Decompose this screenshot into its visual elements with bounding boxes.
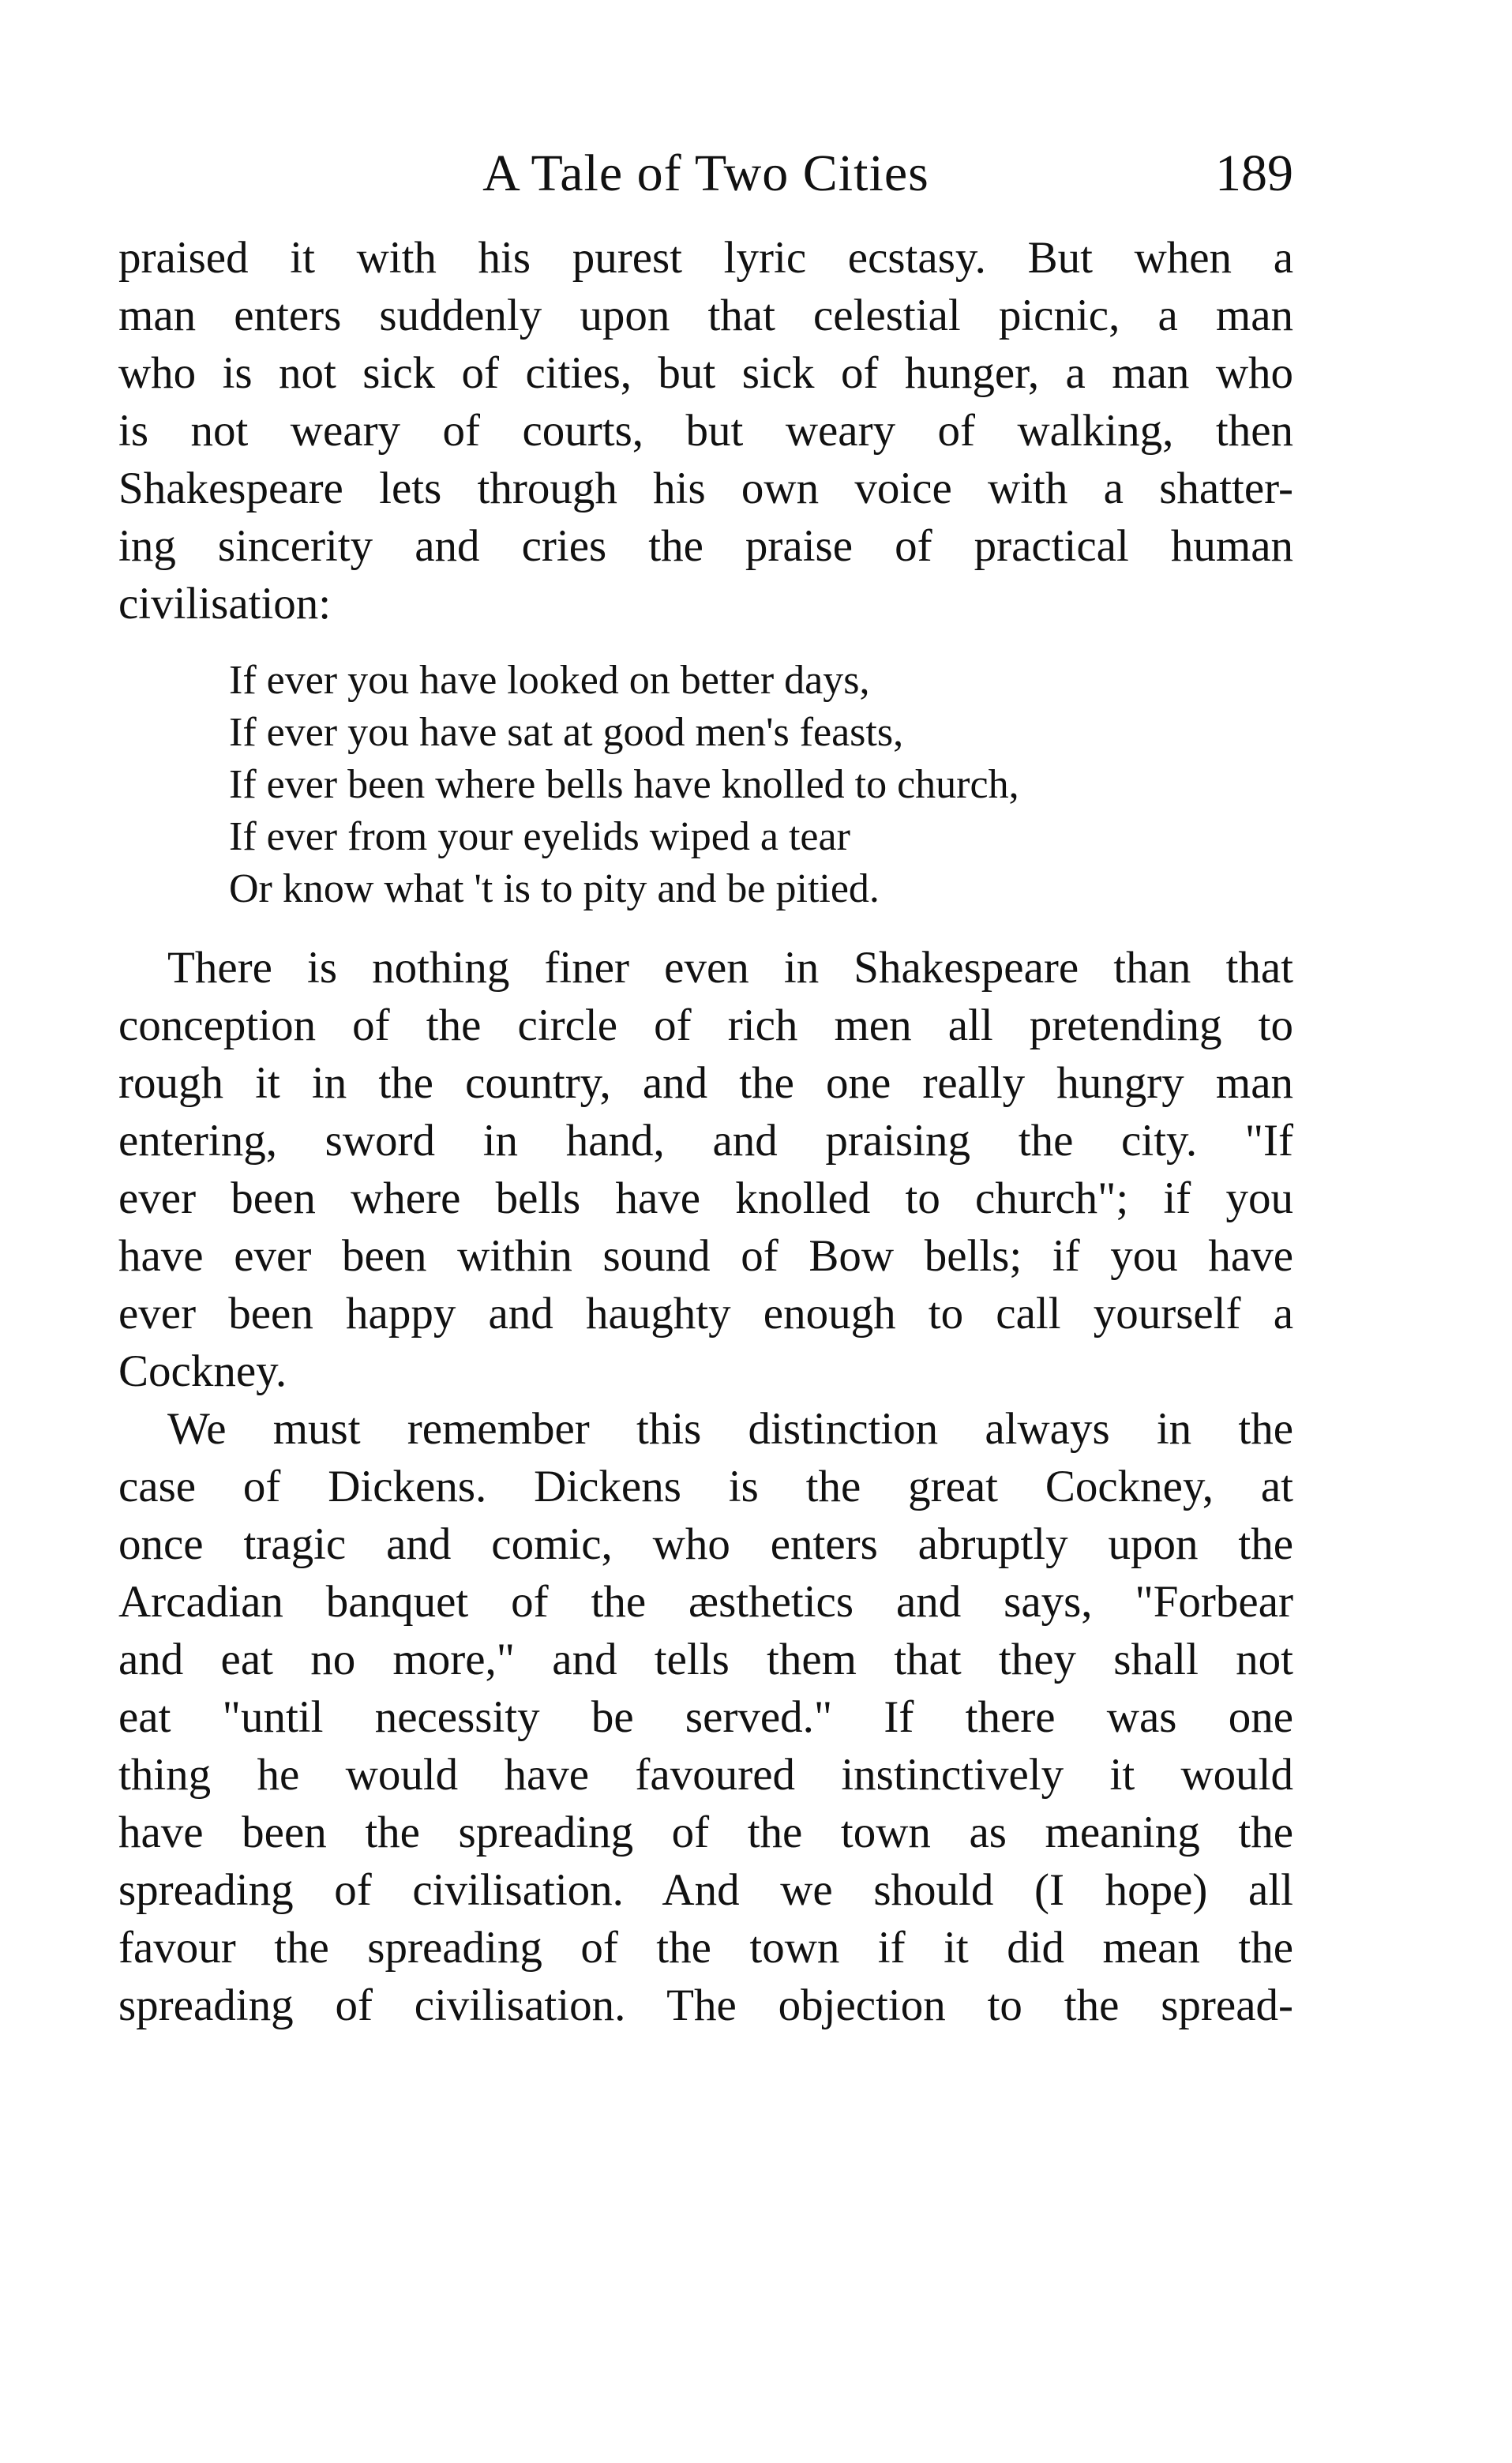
text-line: rough it in the country, and the one really hungry man — [118, 1058, 1293, 1108]
running-title: A Tale of Two Cities — [482, 145, 929, 202]
text-line: favour the spreading of the town if it did mean the — [118, 1923, 1293, 1973]
text-line: We must remember this distinction always in the — [167, 1404, 1293, 1454]
paragraph-1 — [118, 229, 1293, 633]
text-line: Shakespeare lets through his own voice with a shatter- — [118, 464, 1293, 513]
text-line: have ever been within sound of Bow bells; if you have — [118, 1231, 1293, 1281]
text-line: case of Dickens. Dickens is the great Cockney, at — [118, 1462, 1293, 1511]
text-line: who is not sick of cities, but sick of hunger, a man who — [118, 348, 1293, 398]
verse-line: If ever been where bells have knolled to church, — [229, 762, 1019, 807]
text-line: Cockney. — [118, 1346, 287, 1396]
verse-line: Or know what 't is to pity and be pitied. — [229, 866, 880, 911]
text-line: spreading of civilisation. The objection to the spread- — [118, 1981, 1293, 2030]
text-line: and eat no more," and tells them that they shall not — [118, 1635, 1293, 1684]
verse-quotation — [229, 655, 1293, 915]
text-line: entering, sword in hand, and praising the city. "If — [118, 1116, 1293, 1166]
text-line: is not weary of courts, but weary of walking, then — [118, 406, 1293, 456]
text-line: conception of the circle of rich men all pretending to — [118, 1001, 1293, 1050]
text-line: eat "until necessity be served." If there was one — [118, 1692, 1293, 1742]
verse-line: If ever you have sat at good men's feasts, — [229, 710, 904, 755]
text-line: praised it with his purest lyric ecstasy. But when a — [118, 233, 1293, 283]
verse-line: If ever from your eyelids wiped a tear — [229, 814, 850, 859]
text-line: Arcadian banquet of the æsthetics and says, "Forbear — [118, 1577, 1293, 1627]
book-page — [118, 142, 1293, 2034]
text-line: There is nothing finer even in Shakespeare than that — [167, 943, 1293, 993]
verse-line: If ever you have looked on better days, — [229, 658, 870, 703]
paragraph-2 — [118, 939, 1293, 1400]
text-line: ever been happy and haughty enough to call yourself a — [118, 1289, 1293, 1339]
text-line: ing sincerity and cries the praise of practical human — [118, 521, 1293, 571]
text-line: spreading of civilisation. And we should (I hope) all — [118, 1865, 1293, 1915]
text-line: man enters suddenly upon that celestial picnic, a man — [118, 291, 1293, 340]
page-header — [118, 142, 1293, 229]
page-number: 189 — [1215, 145, 1293, 202]
text-line: thing he would have favoured instinctively it would — [118, 1750, 1293, 1800]
paragraph-3 — [118, 1400, 1293, 2034]
text-line: civilisation: — [118, 579, 332, 629]
text-line: ever been where bells have knolled to church"; if you — [118, 1173, 1293, 1223]
text-line: have been the spreading of the town as meaning the — [118, 1808, 1293, 1857]
text-line: once tragic and comic, who enters abruptly upon the — [118, 1519, 1293, 1569]
